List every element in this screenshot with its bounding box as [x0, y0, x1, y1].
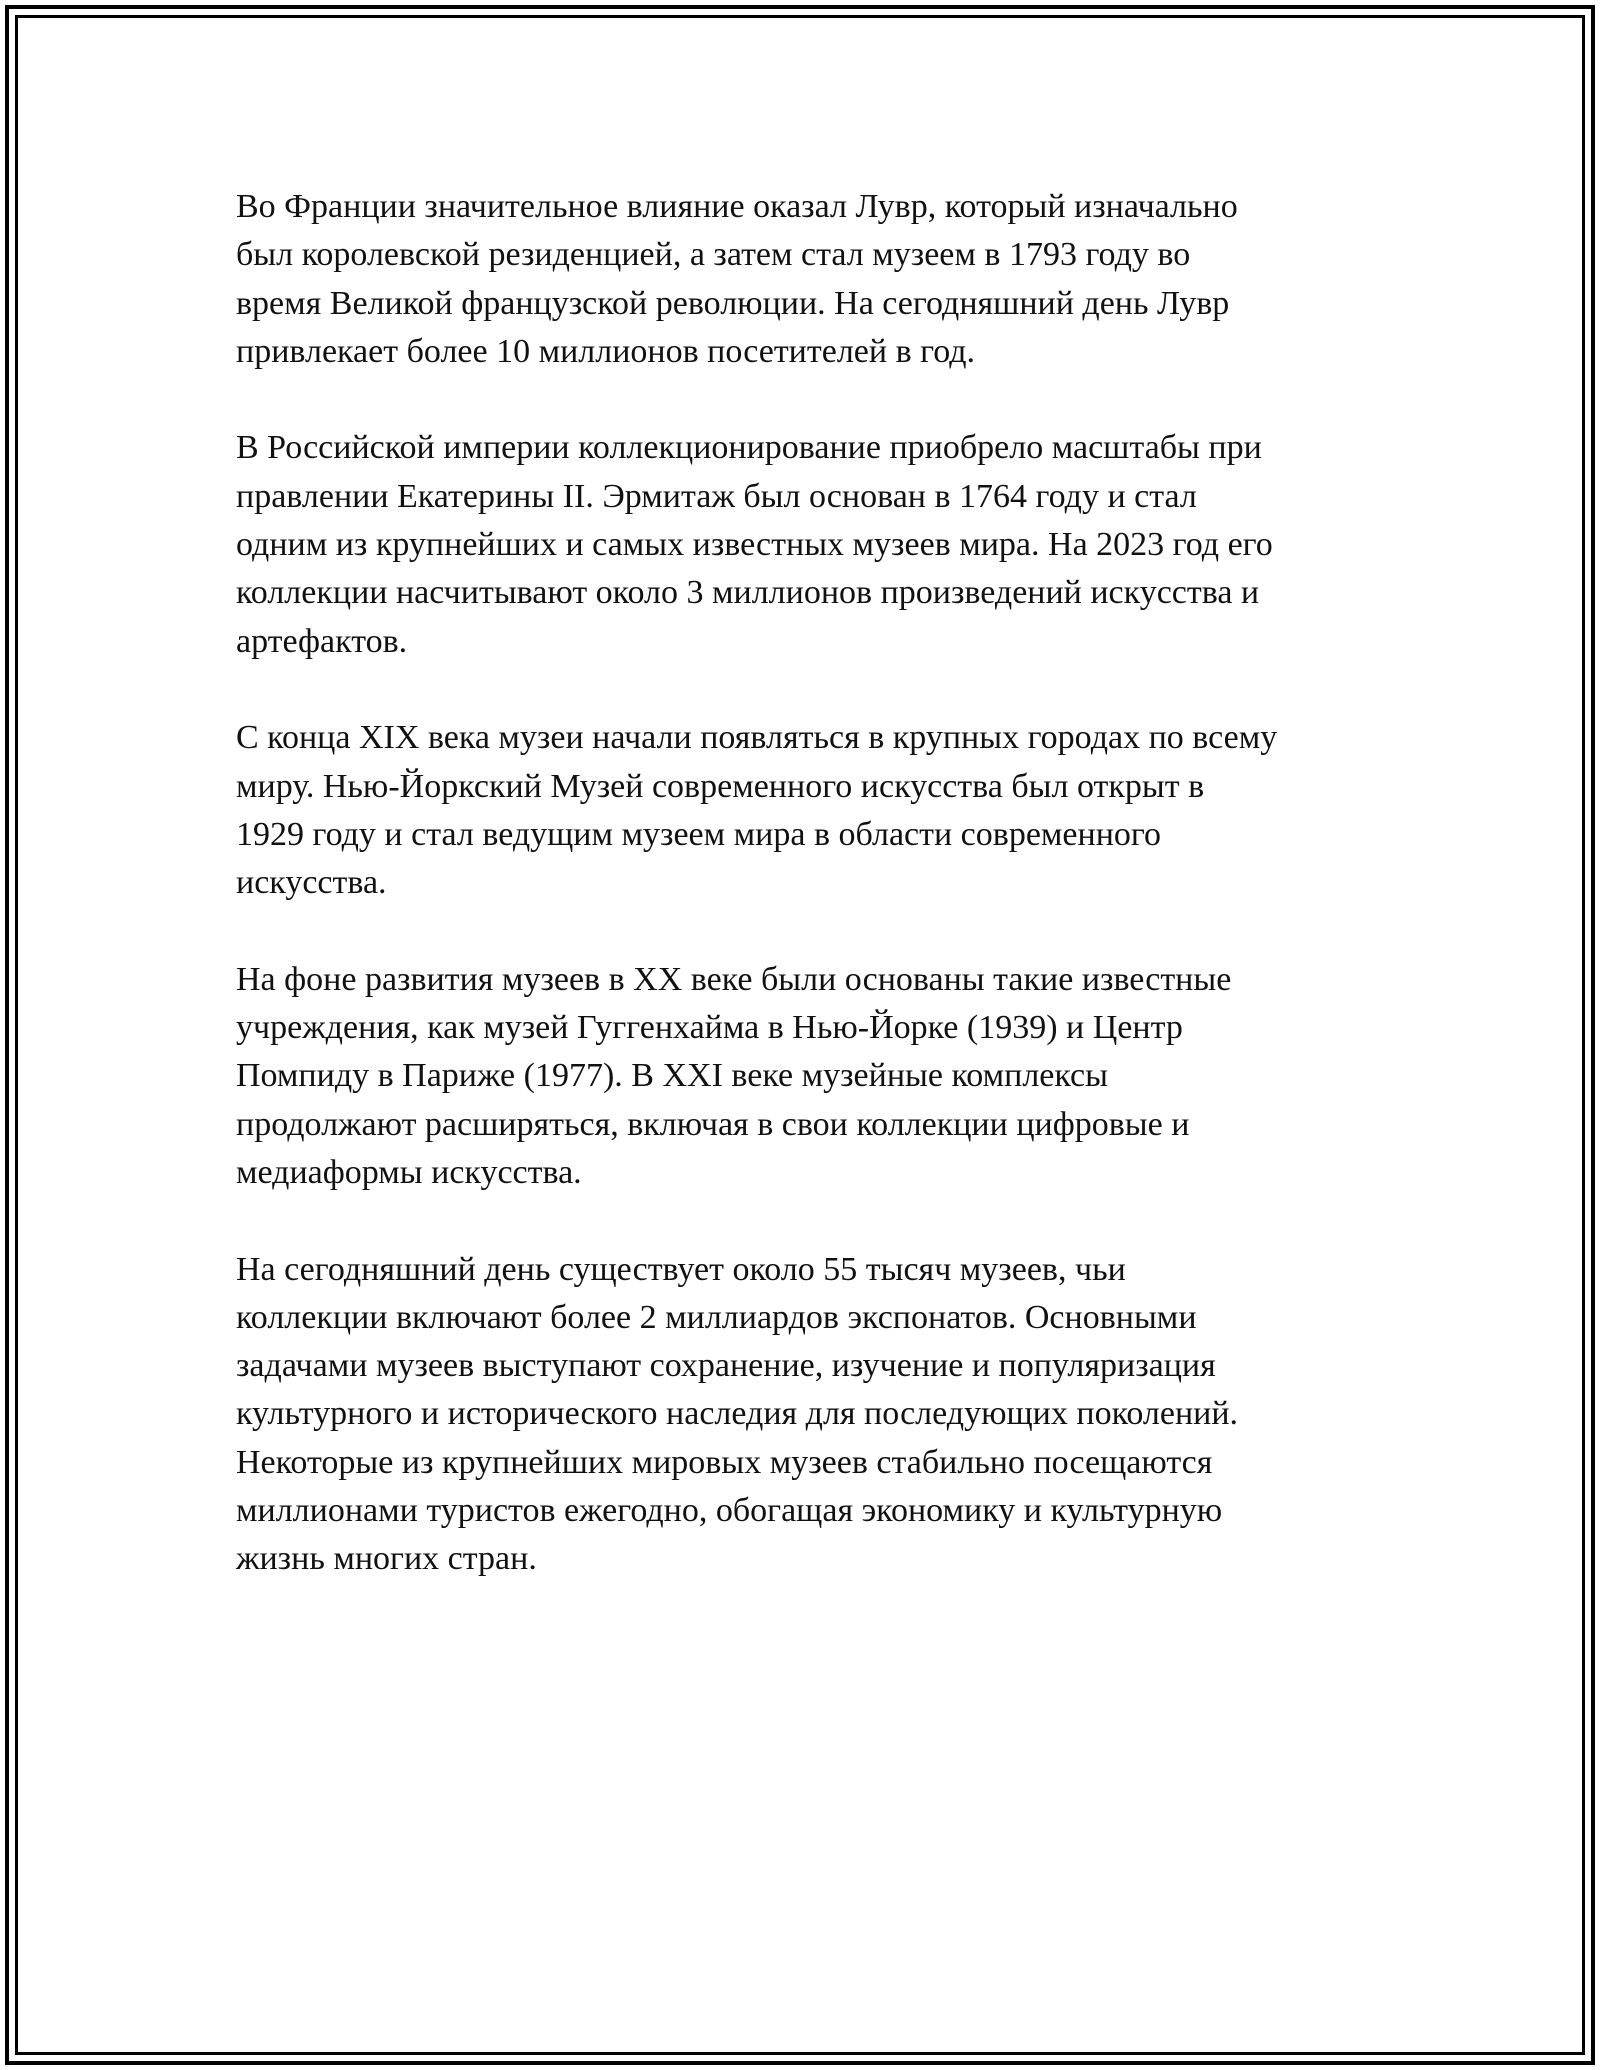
- text-line: коллекции включают более 2 миллиардов экспонатов. Основными: [236, 1298, 1197, 1336]
- document-body: [236, 183, 1396, 1632]
- text-line: был королевской резиденцией, а затем стал музеем в 1793 году во: [236, 236, 1191, 274]
- text-line: учреждения, как музей Гуггенхайма в Нью-Йорке (1939) и Центр: [236, 1009, 1183, 1047]
- text-line: медиаформы искусства.: [236, 1153, 582, 1191]
- text-line: В Российской империи коллекционирование приобрело масштабы при: [236, 429, 1262, 467]
- text-line: одним из крупнейших и самых известных музеев мира. На 2023 год его: [236, 526, 1273, 564]
- text-line: жизнь многих стран.: [236, 1540, 537, 1578]
- paragraph-moma: [236, 714, 1396, 907]
- text-line: миру. Нью-Йоркский Музей современного искусства был открыт в: [236, 767, 1205, 805]
- text-line: Во Франции значительное влияние оказал Лувр, который изначально: [236, 188, 1238, 225]
- text-line: артефактов.: [236, 622, 408, 660]
- paragraph-twentieth-century: [236, 956, 1396, 1197]
- text-line: искусства.: [236, 864, 387, 902]
- text-line: На сегодняшний день существует около 55 тысяч музеев, чьи: [236, 1250, 1126, 1288]
- text-line: задачами музеев выступают сохранение, изучение и популяризация: [236, 1347, 1216, 1385]
- text-line: правлении Екатерины II. Эрмитаж был основан в 1764 году и стал: [236, 477, 1197, 515]
- text-line: продолжают расширяться, включая в свои коллекции цифровые и: [236, 1105, 1190, 1143]
- paragraph-louvre: [236, 183, 1396, 376]
- text-line: С конца XIX века музеи начали появляться в крупных городах по всему: [236, 719, 1278, 757]
- text-line: культурного и исторического наследия для последующих поколений.: [236, 1395, 1239, 1433]
- text-line: Помпиду в Париже (1977). В XXI веке музейные комплексы: [236, 1057, 1108, 1095]
- text-line: Некоторые из крупнейших мировых музеев стабильно посещаются: [236, 1443, 1213, 1481]
- text-line: миллионами туристов ежегодно, обогащая экономику и культурную: [236, 1492, 1223, 1530]
- paragraph-hermitage: [236, 424, 1396, 665]
- paragraph-today: [236, 1246, 1396, 1584]
- text-line: 1929 году и стал ведущим музеем мира в области современного: [236, 815, 1162, 853]
- text-line: время Великой французской революции. На сегодняшний день Лувр: [236, 284, 1230, 322]
- text-line: коллекции насчитывают около 3 миллионов произведений искусства и: [236, 574, 1260, 612]
- text-line: привлекает более 10 миллионов посетителей в год.: [236, 332, 976, 370]
- text-line: На фоне развития музеев в XX веке были основаны такие известные: [236, 960, 1232, 998]
